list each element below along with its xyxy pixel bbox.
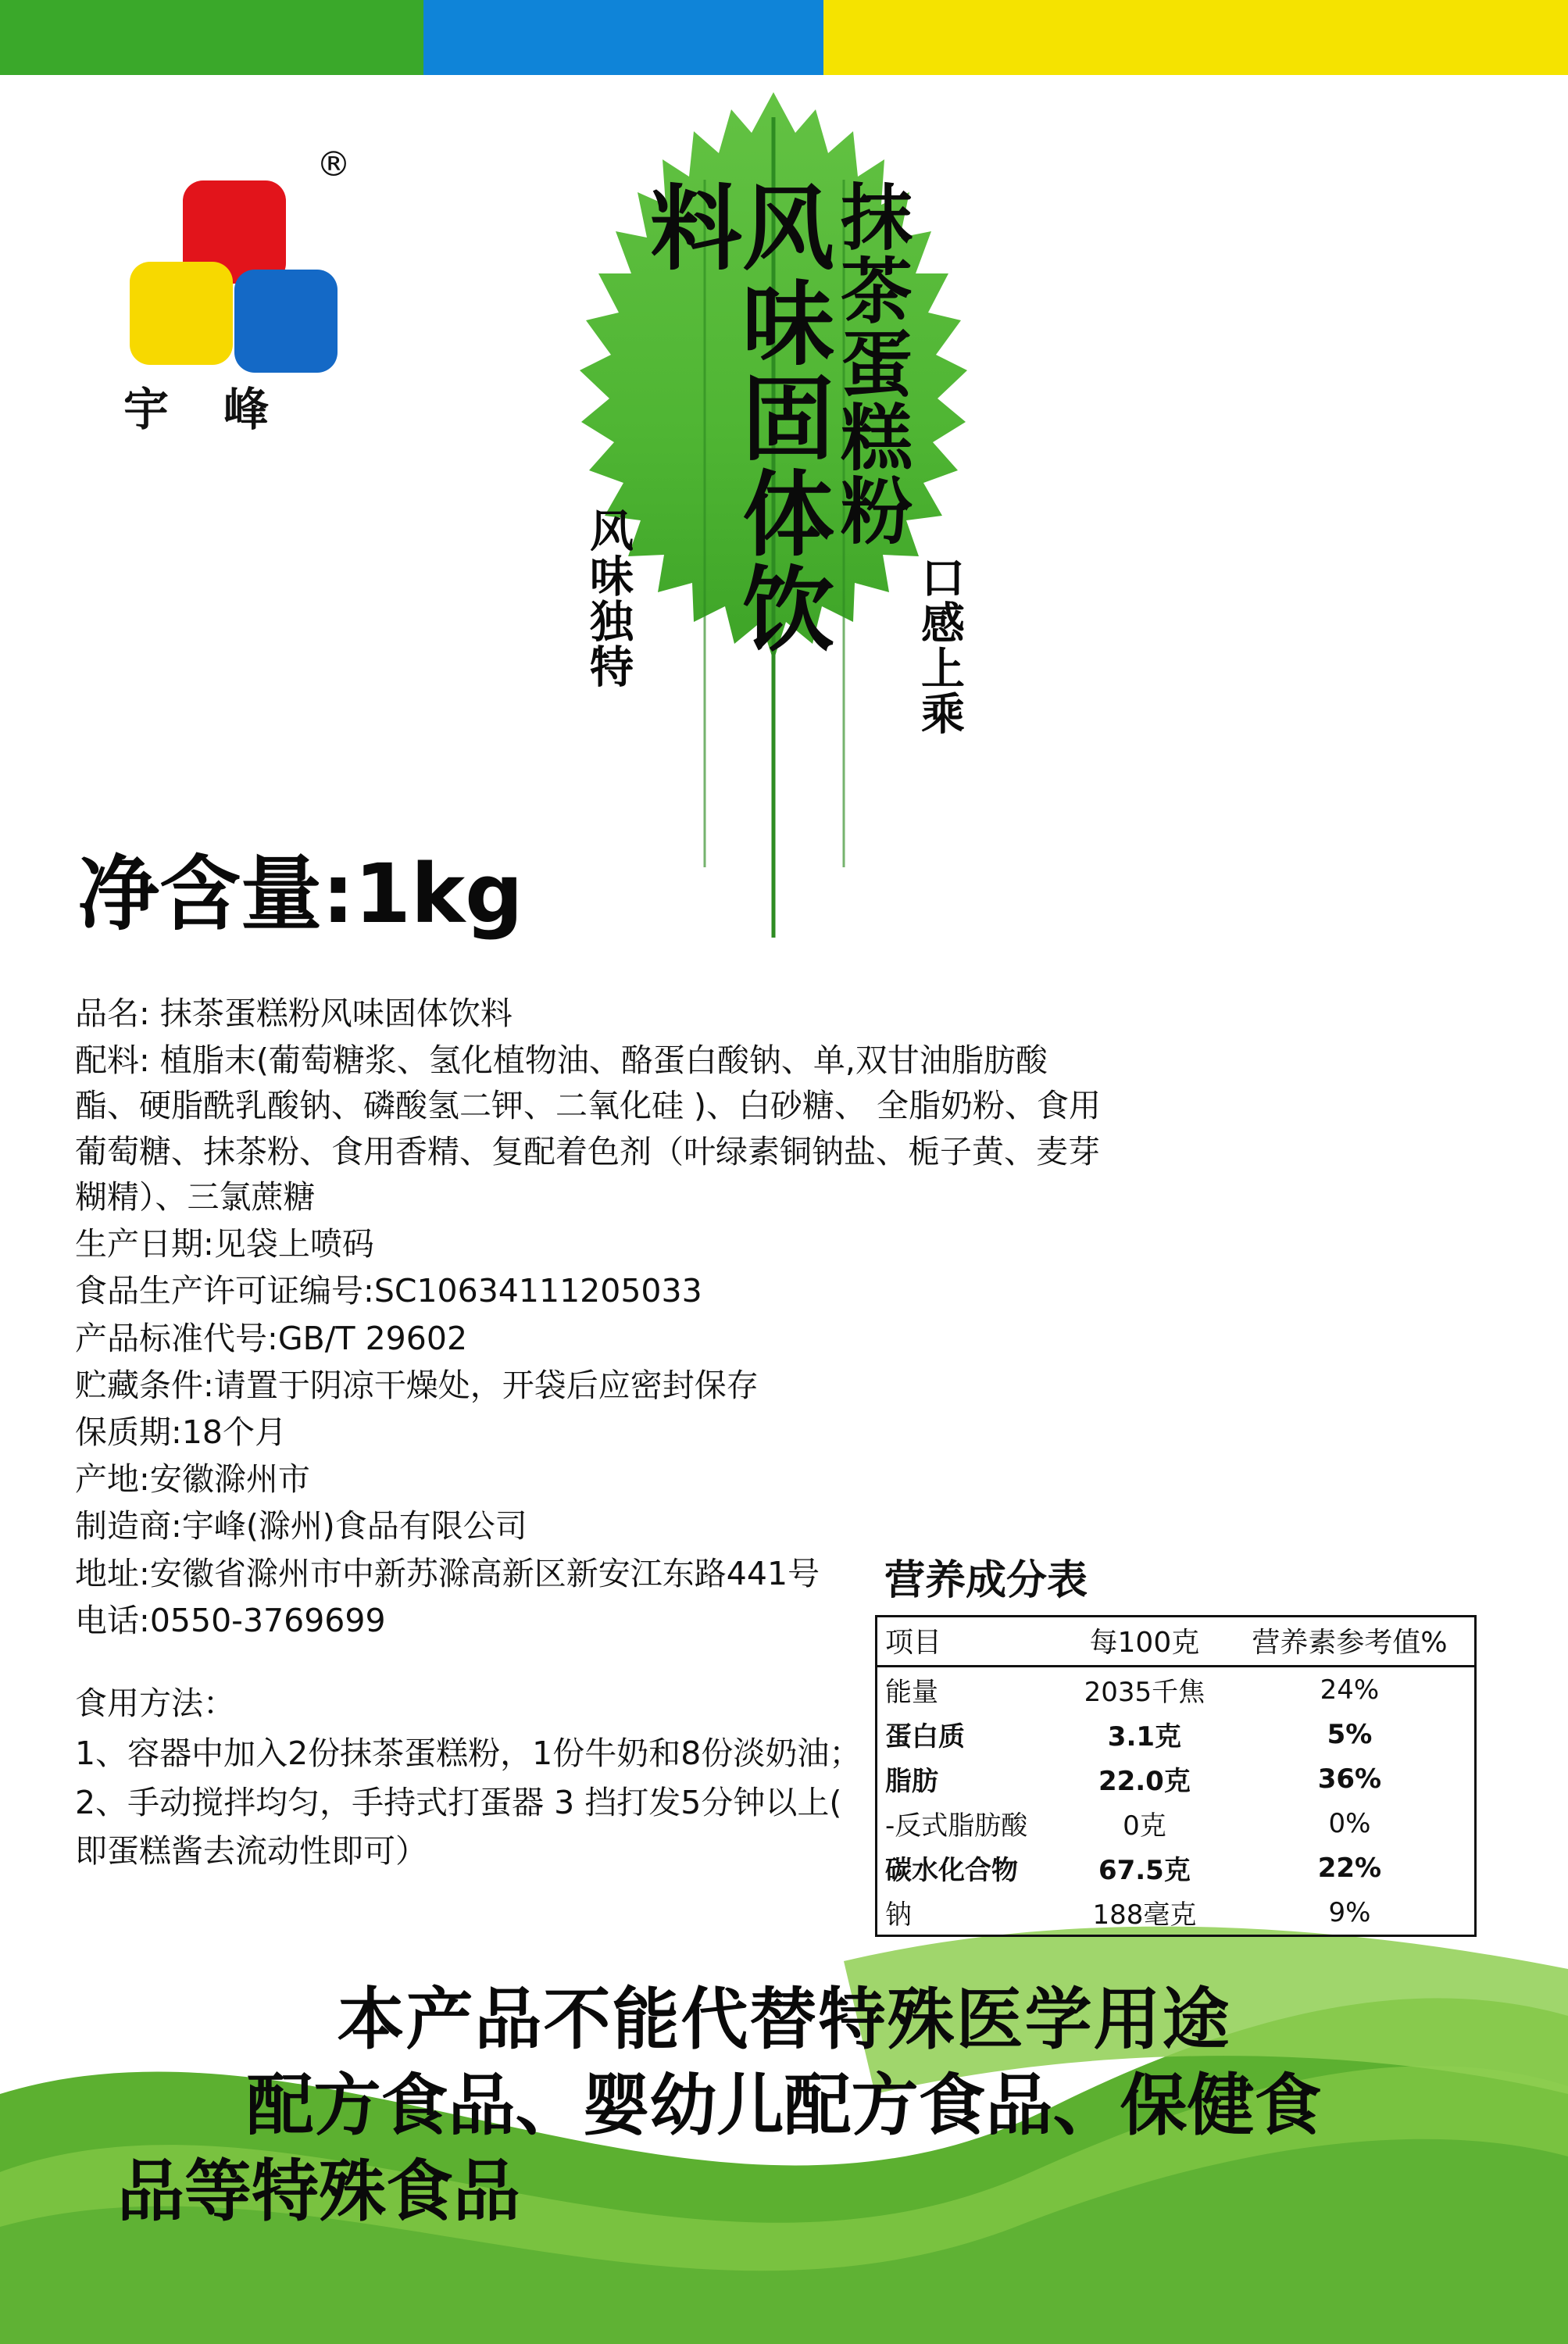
nutrition-row-nrv: 9% [1328, 1896, 1371, 1928]
nutrition-row-value: 22.0克 [1098, 1766, 1191, 1797]
nutrition-row-value: 2035千焦 [1084, 1677, 1205, 1708]
nutrition-row-value: 188毫克 [1092, 1899, 1197, 1931]
nutrition-header-per100: 每100克 [1089, 1627, 1200, 1659]
nutrition-title: 营养成分表 [884, 1557, 1088, 1604]
brand-logo [117, 145, 398, 473]
warning-line-1: 本产品不能代替特殊医学用途 [337, 1981, 1231, 2059]
info-storage: 贮藏条件:请置于阴凉干燥处，开袋后应密封保存 [75, 1366, 759, 1404]
nutrition-row-value: 67.5克 [1098, 1855, 1191, 1886]
info-telephone: 电话:0550-3769699 [75, 1601, 386, 1639]
nutrition-table-head [877, 1617, 1476, 1667]
brand-name: 宇峰 [123, 383, 324, 436]
nutrition-row-name: 碳水化合物 [885, 1855, 1018, 1886]
warning-line-2: 配方食品、婴幼儿配方食品、保健食 [246, 2067, 1322, 2146]
usage-step-2: 2、手动搅拌均匀，手持式打蛋器 3 挡打发5分钟以上( 即蛋糕酱去流动性即可） [75, 1784, 852, 1870]
table-row [877, 1712, 1476, 1756]
nutrition-header-item: 项目 [885, 1627, 942, 1659]
hero-leaf-graphic [500, 86, 1047, 953]
info-address: 地址:安徽省滁州市中新苏滁高新区新安江东路441号 [75, 1554, 820, 1592]
info-ingredients: 配料: 植脂末(葡萄糖浆、氢化植物油、酪蛋白酸钠、单,双甘油脂肪酸酯、硬脂酰乳酸钠、磷酸氢二钾、二氧化硅 )、白砂糖、 全脂奶粉、食用葡萄糖、抹茶粉、食用香精、复配着色剂（叶绿素铜钠盐、栀子黄、麦芽糊精）、三氯蔗糖 [75, 1042, 1102, 1216]
strip-segment-green [0, 0, 423, 75]
info-product-name: 品名: 抹茶蛋糕粉风味固体饮料 [75, 995, 513, 1032]
table-row [877, 1890, 1476, 1936]
logo-cube-yellow [130, 262, 233, 365]
net-weight: 净含量:1kg [78, 846, 523, 942]
hero-title: 风味固体饮料 [634, 180, 834, 656]
top-color-strip [0, 0, 1568, 75]
nutrition-row-nrv: 36% [1317, 1763, 1382, 1795]
nutrition-row-name: 钠 [885, 1899, 912, 1931]
usage-heading: 食用方法： [75, 1685, 235, 1722]
logo-cube-blue [234, 270, 338, 373]
table-row [877, 1846, 1476, 1890]
hero-title-group [500, 86, 1047, 953]
hero-side-left-text: 口感上乘 [914, 555, 965, 736]
nutrition-row-nrv: 5% [1327, 1718, 1373, 1750]
nutrition-header-row [877, 1617, 1476, 1667]
nutrition-header-nrv: 营养素参考值% [1252, 1627, 1448, 1659]
warning-line-3: 品等特殊食品 [117, 2153, 520, 2231]
info-production-date: 生产日期:见袋上喷码 [75, 1225, 374, 1263]
info-shelf-life: 保质期:18个月 [75, 1413, 287, 1451]
info-manufacturer: 制造商:宇峰(滁州)食品有限公司 [75, 1507, 527, 1545]
nutrition-panel [875, 1547, 1500, 1937]
nutrition-row-name: -反式脂肪酸 [885, 1810, 1028, 1842]
nutrition-row-name: 脂肪 [885, 1766, 938, 1797]
info-standard: 产品标准代号:GB/T 29602 [75, 1319, 468, 1357]
info-license: 食品生产许可证编号:SC10634111205033 [75, 1272, 702, 1310]
table-row [877, 1667, 1476, 1713]
registered-mark-icon: ® [316, 145, 351, 184]
hero-side-right-text: 风味独特 [583, 508, 634, 689]
warning-block [0, 1977, 1568, 2235]
table-row [877, 1801, 1476, 1846]
table-row [877, 1756, 1476, 1801]
strip-divider [0, 75, 1568, 83]
nutrition-row-nrv: 22% [1317, 1852, 1382, 1884]
strip-segment-yellow [823, 0, 1568, 75]
nutrition-table [875, 1615, 1477, 1937]
nutrition-row-name: 蛋白质 [885, 1721, 965, 1753]
nutrition-row-value: 3.1克 [1107, 1721, 1182, 1753]
hero-subtitle: 抹茶蛋糕粉 [829, 180, 913, 547]
nutrition-row-name: 能量 [885, 1677, 938, 1708]
nutrition-row-value: 0克 [1123, 1810, 1166, 1842]
usage-instructions-block [75, 1680, 880, 1877]
info-origin: 产地:安徽滁州市 [75, 1460, 310, 1499]
nutrition-row-nrv: 24% [1320, 1674, 1380, 1706]
nutrition-table-body [877, 1667, 1476, 1936]
strip-segment-blue [423, 0, 823, 75]
nutrition-row-nrv: 0% [1328, 1807, 1371, 1839]
usage-step-1: 1、容器中加入2份抹茶蛋糕粉，1份牛奶和8份淡奶油； [75, 1734, 862, 1772]
